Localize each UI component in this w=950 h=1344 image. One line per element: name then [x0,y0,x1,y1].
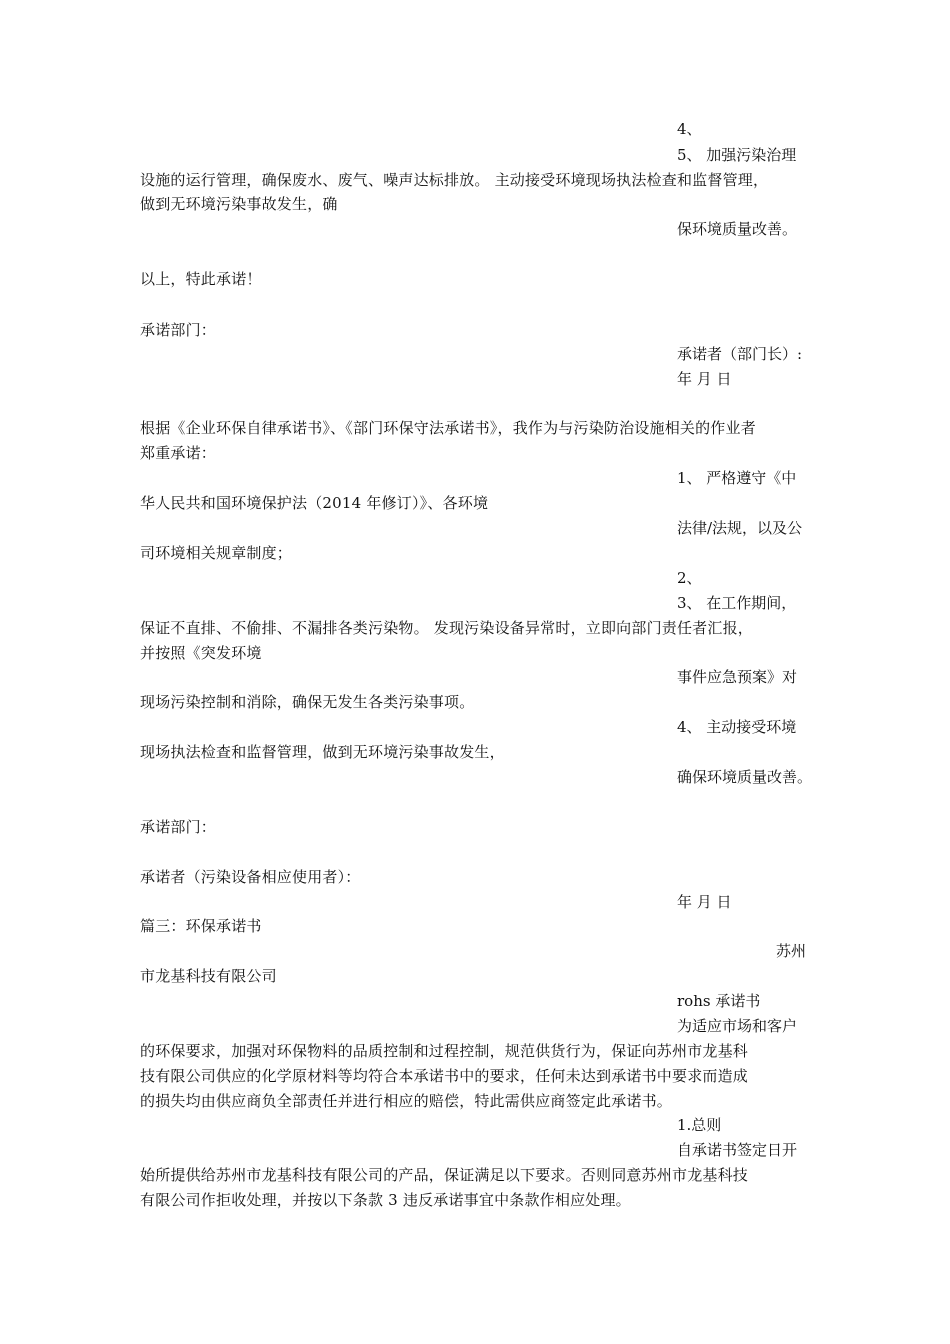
text-line: 做到无环境污染事故发生，确 [140,195,338,213]
text-line: 为适应市场和客户 [677,1017,798,1035]
text-line: 技有限公司供应的化学原材料等均符合本承诺书中的要求，任何未达到承诺书中要求而造成 [140,1067,749,1085]
text-line: 的损失均由供应商负全部责任并进行相应的赔偿，特此需供应商签定此承诺书。 [140,1092,673,1110]
text-line: 有限公司作拒收处理，并按以下条款 3 违反承诺事宜中条款作相应处理。 [140,1191,631,1209]
item-3-heading: 3、 在工作期间， [677,594,797,612]
item-5-heading: 5、 加强污染治理 [677,146,797,164]
date-line: 年 月 日 [677,893,732,911]
date-line: 年 月 日 [677,370,732,388]
text-line: 的环保要求，加强对环保物料的品质控制和过程控制，规范供货行为，保证向苏州市龙基科 [140,1042,749,1060]
text-line: 郑重承诺： [140,444,217,462]
closing-statement: 以上，特此承诺！ [140,270,262,288]
text-line: 现场执法检查和监督管理，做到无环境污染事故发生， [140,743,505,761]
document-title: rohs 承诺书 [677,992,761,1010]
text-line: 法律/法规，以及公 [677,519,803,537]
section-heading: 篇三：环保承诺书 [140,917,262,935]
text-line: 设施的运行管理，确保废水、废气、噪声达标排放。 主动接受环境现场执法检查和监督管理， [140,171,769,189]
item-number-4: 4、 [677,120,702,138]
text-line: 保证不直排、不偷排、不漏排各类污染物。 发现污染设备异常时，立即向部门责任者汇报， [140,619,753,637]
item-4-heading: 4、 主动接受环境 [677,718,797,736]
text-line: 确保环境质量改善。 [677,768,813,786]
pledge-department-label: 承诺部门： [140,321,217,339]
text-line: 保环境质量改善。 [677,220,798,238]
clause-heading: 1.总则 [677,1116,722,1134]
text-line: 自承诺书签定日开 [677,1141,798,1159]
text-line: 始所提供给苏州市龙基科技有限公司的产品，保证满足以下要求。否则同意苏州市龙基科技 [140,1166,749,1184]
text-line: 市龙基科技有限公司 [140,967,277,985]
text-line: 并按照《突发环境 [140,644,262,662]
pledge-department-label: 承诺部门： [140,818,217,836]
item-1-heading: 1、 严格遵守《中 [677,469,797,487]
item-number-2: 2、 [677,569,702,587]
text-line: 根据《企业环保自律承诺书》、《部门环保守法承诺书》，我作为与污染防治设施相关的作业者 [140,419,756,437]
text-line: 苏州 [776,942,807,960]
text-line: 华人民共和国环境保护法（2014 年修订）》、各环境 [140,494,489,512]
pledger-label: 承诺者（污染设备相应使用者）： [140,868,361,886]
text-line: 司环境相关规章制度； [140,544,293,562]
text-line: 现场污染控制和消除，确保无发生各类污染事项。 [140,693,475,711]
pledger-label: 承诺者（部门长）: [677,345,803,363]
text-line: 事件应急预案》对 [677,668,798,686]
